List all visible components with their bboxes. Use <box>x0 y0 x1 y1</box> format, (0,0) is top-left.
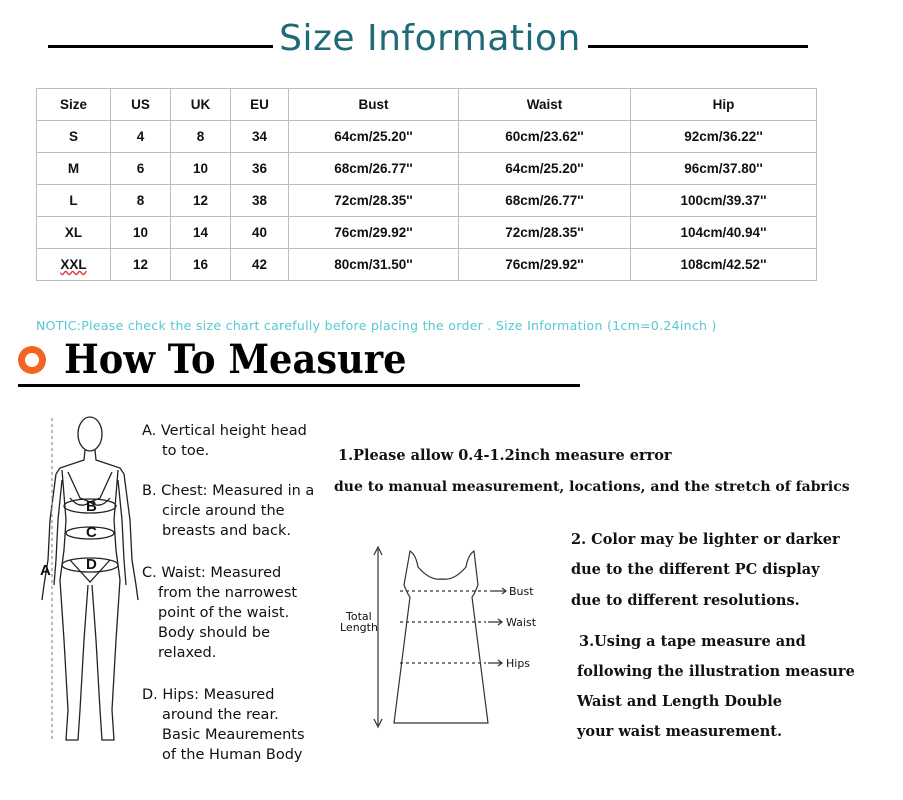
cell-hip: 100cm/39.37'' <box>631 185 817 217</box>
note-1-line-1: 1.Please allow 0.4-1.2inch measure error <box>338 447 672 464</box>
note-2-line-3: due to different resolutions. <box>571 592 800 609</box>
instruction-c-line: C. Waist: Measured <box>142 565 282 581</box>
cell-uk: 10 <box>171 153 231 185</box>
cell-eu: 36 <box>231 153 289 185</box>
instruction-c-line: from the narrowest <box>158 585 298 601</box>
cell-size: S <box>37 121 111 153</box>
table-row <box>37 217 817 249</box>
instruction-d-line: of the Human Body <box>162 747 303 763</box>
cell-waist: 68cm/26.77'' <box>459 185 631 217</box>
human-body-figure <box>30 410 140 750</box>
size-information-title: Size Information <box>279 18 581 59</box>
cell-hip: 96cm/37.80'' <box>631 153 817 185</box>
column-header-hip: Hip <box>631 89 817 121</box>
cell-bust: 80cm/31.50'' <box>289 249 459 281</box>
column-header-eu: EU <box>231 89 289 121</box>
cell-hip: 92cm/36.22'' <box>631 121 817 153</box>
dress-label-total: Total <box>346 610 372 623</box>
size-notice: NOTIC:Please check the size chart carefully before placing the order . Size Information (1cm=0.24inch ) <box>36 318 717 333</box>
cell-us: 12 <box>111 249 171 281</box>
body-label-c: C <box>86 524 97 541</box>
cell-uk: 14 <box>171 217 231 249</box>
cell-uk: 8 <box>171 121 231 153</box>
size-table <box>36 88 817 281</box>
cell-waist: 64cm/25.20'' <box>459 153 631 185</box>
column-header-size: Size <box>37 89 111 121</box>
note-1-line-2: due to manual measurement, locations, and the stretch of fabrics <box>334 479 850 495</box>
cell-hip: 108cm/42.52'' <box>631 249 817 281</box>
cell-waist: 76cm/29.92'' <box>459 249 631 281</box>
instruction-d-line: D. Hips: Measured <box>142 687 275 703</box>
note-2-line-1: 2. Color may be lighter or darker <box>571 531 840 548</box>
instruction-b-line: B. Chest: Measured in a <box>142 483 315 499</box>
table-header-row <box>37 89 817 121</box>
body-label-d: D <box>86 556 97 573</box>
cell-bust: 64cm/25.20'' <box>289 121 459 153</box>
cell-us: 4 <box>111 121 171 153</box>
dress-label-waist: Waist <box>506 616 537 629</box>
table-row <box>37 121 817 153</box>
instruction-c-line: relaxed. <box>158 645 217 661</box>
instruction-a-line: to toe. <box>162 443 210 459</box>
dress-label-hips: Hips <box>506 657 531 670</box>
instruction-b <box>142 481 314 541</box>
cell-waist: 60cm/23.62'' <box>459 121 631 153</box>
instruction-a-line: A. Vertical height head <box>142 423 307 439</box>
instruction-d-line: Basic Meaurements <box>162 727 305 743</box>
instruction-d-line: around the rear. <box>162 707 279 723</box>
column-header-us: US <box>111 89 171 121</box>
cell-size: XL <box>37 217 111 249</box>
cell-eu: 34 <box>231 121 289 153</box>
note-3-line-1: 3.Using a tape measure and <box>579 633 806 650</box>
cell-eu: 38 <box>231 185 289 217</box>
cell-uk: 12 <box>171 185 231 217</box>
cell-bust: 68cm/26.77'' <box>289 153 459 185</box>
note-3-line-4: your waist measurement. <box>577 723 783 740</box>
column-header-uk: UK <box>171 89 231 121</box>
dress-diagram <box>370 545 520 735</box>
cell-waist: 72cm/28.35'' <box>459 217 631 249</box>
orange-ring-icon <box>18 346 46 374</box>
cell-uk: 16 <box>171 249 231 281</box>
table-row <box>37 153 817 185</box>
body-label-b: B <box>86 498 97 515</box>
body-label-a: A <box>40 562 51 579</box>
note-2-line-2: due to the different PC display <box>571 561 820 578</box>
cell-hip: 104cm/40.94'' <box>631 217 817 249</box>
instruction-b-line: breasts and back. <box>162 523 292 539</box>
note-3-line-3: Waist and Length Double <box>577 693 783 710</box>
instruction-a <box>142 421 307 461</box>
cell-size: XXL <box>37 249 111 281</box>
table-row <box>37 249 817 281</box>
instruction-c-line: Body should be <box>158 625 270 641</box>
how-to-measure-title: How To Measure <box>64 336 407 383</box>
cell-bust: 76cm/29.92'' <box>289 217 459 249</box>
dress-label-bust: Bust <box>509 585 534 598</box>
cell-us: 6 <box>111 153 171 185</box>
cell-us: 10 <box>111 217 171 249</box>
instruction-c <box>142 563 297 663</box>
cell-bust: 72cm/28.35'' <box>289 185 459 217</box>
note-3-line-2: following the illustration measure <box>577 663 855 680</box>
title-rule-right <box>588 45 808 48</box>
table-row <box>37 185 817 217</box>
instruction-c-line: point of the waist. <box>158 605 290 621</box>
cell-eu: 40 <box>231 217 289 249</box>
measure-title-underline <box>18 384 580 387</box>
instruction-d <box>142 685 305 765</box>
cell-us: 8 <box>111 185 171 217</box>
cell-size: M <box>37 153 111 185</box>
cell-eu: 42 <box>231 249 289 281</box>
column-header-bust: Bust <box>289 89 459 121</box>
instruction-b-line: circle around the <box>162 503 285 519</box>
dress-label-length: Length <box>340 621 378 634</box>
column-header-waist: Waist <box>459 89 631 121</box>
cell-size: L <box>37 185 111 217</box>
